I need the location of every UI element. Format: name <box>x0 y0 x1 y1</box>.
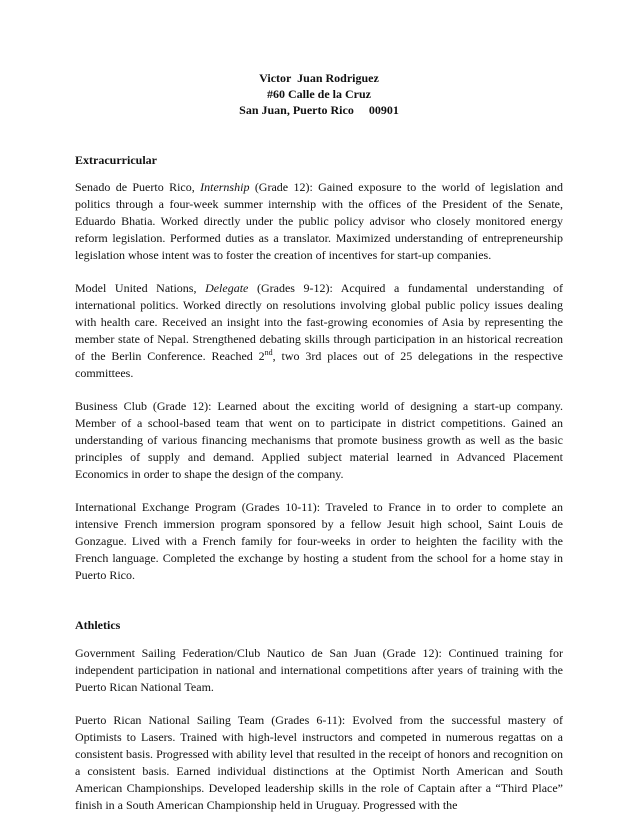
applicant-name: Victor Juan Rodriguez <box>259 71 379 85</box>
national-team-paragraph: Puerto Rican National Sailing Team (Grades 6-11): Evolved from the successful mastery of Optimists to Lasers. Trained with high-level instructors and competed in numerous regattas on a consistent basis. Progressed with ability level that resulted in the receipt of honors and recognition on a consistent basis. Earned individual distinctions at the Optimist North American and South American Championships. Developed leadership skills in the role of Captain after a “Third Place” finish in a South American Championship held in Uruguay. Progressed with the <box>75 713 563 812</box>
athletics-heading: Athletics <box>75 618 121 632</box>
street-address: #60 Calle de la Cruz <box>267 87 371 101</box>
resume-header <box>75 70 563 118</box>
senado-org: Senado de Puerto Rico, <box>75 180 201 194</box>
mun-paragraph <box>75 280 563 382</box>
business-club-paragraph: Business Club (Grade 12): Learned about the exciting world of designing a start-up company. Member of a school-based team that went on to participate in district competitions. Gained an understanding of various financing mechanisms that promote business growth as well as the basic principles of supply and demand. Applied subject material learned in Advanced Placement Economics in order to shape the design of the company. <box>75 399 563 481</box>
mun-org: Model United Nations, <box>75 281 206 295</box>
mun-role: Delegate <box>205 281 249 295</box>
sailing-federation-paragraph: Government Sailing Federation/Club Nautico de San Juan (Grade 12): Continued training for independent participation in national and international competitions after years of training with the Puerto Rican National Team. <box>75 646 563 694</box>
resume-page <box>75 70 563 814</box>
senado-role: Internship <box>200 180 250 194</box>
senado-text: (Grade 12): Gained exposure to the world of legislation and politics through a four-week summer internship with the offices of the President of the Senate, Eduardo Bhatia. Worked directly under the public policy advisor who closely monitored energy reform legislation. Performed duties as a translator. Maximized understanding of entrepreneurship legislation whose intent was to foster the creation of incentives for start-up companies. <box>75 180 563 262</box>
senado-paragraph <box>75 179 563 264</box>
mun-text-1: (Grades 9-12): Acquired a fundamental understanding of international politics. Worked directly on resolutions involving global public policy issues dealing with health care. Received an insight into the fast-growing economies of Asia by representing the member state of Nepal. Strengthened debating skills through participation in an historical recreation of the Berlin Conference. Reached 2 <box>75 281 563 363</box>
exchange-paragraph: International Exchange Program (Grades 10-11): Traveled to France in to order to complete an intensive French immersion program sponsored by a fellow Jesuit high school, Saint Louis de Gonzague. Lived with a French family for four-weeks in order to heighten the facility with the French language. Completed the exchange by hosting a student from the school for a home stay in Puerto Rico. <box>75 500 563 582</box>
city-address: San Juan, Puerto Rico 00901 <box>239 103 399 117</box>
mun-superscript: nd <box>264 348 273 357</box>
extracurricular-heading: Extracurricular <box>75 153 157 167</box>
mun-text-2: , two 3rd places out of 25 delegations in the respective committees. <box>75 349 563 380</box>
